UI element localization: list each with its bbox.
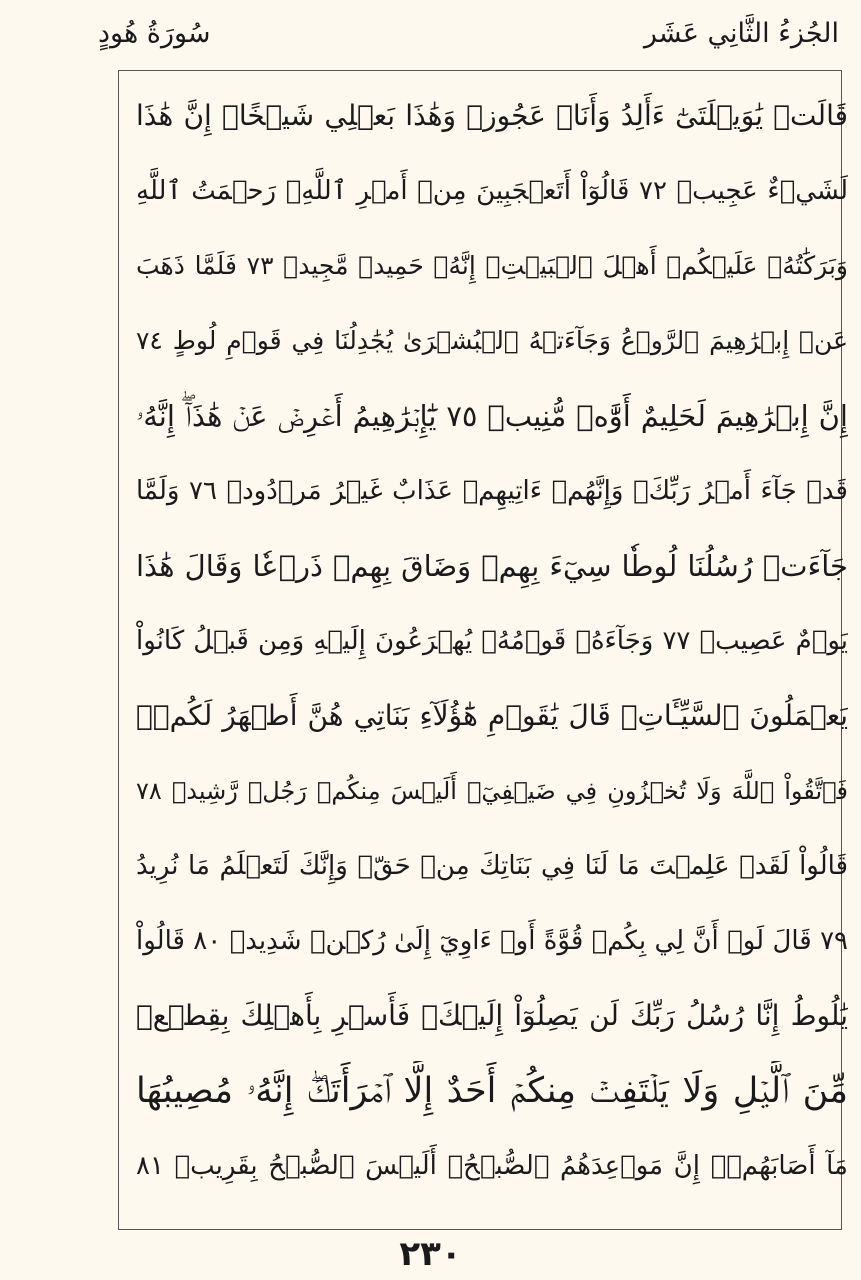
text-line: قَالُواْ لَقَدۡ عَلِمۡتَ مَا لَنَا فِي بَنَاتِكَ مِنۡ حَقّٖ وَإِنَّكَ لَتَعۡلَمُ مَا نُرِيدُ [136, 851, 848, 881]
text-line: يَوۡمٌ عَصِيبٞ ٧٧ وَجَآءَهُۥ قَوۡمُهُۥ يُهۡرَعُونَ إِلَيۡهِ وَمِن قَبۡلُ كَانُواْ [136, 626, 848, 656]
text-line: مِّنَ ٱلَّيۡلِ وَلَا يَلۡتَفِتۡ مِنكُمۡ أَحَدٌ إِلَّا ٱمۡرَأَتَكَۖ إِنَّهُۥ مُصِيبُهَا [136, 1071, 848, 1111]
text-line: جَآءَتۡ رُسُلُنَا لُوطٗا سِيٓءَ بِهِمۡ وَضَاقَ بِهِمۡ ذَرۡعٗا وَقَالَ هَٰذَا [136, 549, 848, 583]
text-line: إِنَّ إِبۡرَٰهِيمَ لَحَلِيمٌ أَوَّٰهٞ مُّنِيبٞ ٧٥ يَٰٓإِبۡرَٰهِيمُ أَعۡرِضۡ عَنۡ هَٰذَآۖ إِنَّهُۥ [136, 399, 848, 433]
page-number: ٢٣٠ [399, 1234, 462, 1274]
juz-title: الجُزءُ الثَّانِي عَشَر [643, 18, 839, 49]
verse-text-block [136, 86, 848, 1216]
text-line: مَآ أَصَابَهُمۡۚ إِنَّ مَوۡعِدَهُمُ ٱلصُّبۡحُۚ أَلَيۡسَ ٱلصُّبۡحُ بِقَرِيبٖ ٨١ [136, 1151, 848, 1181]
text-line: ٧٩ قَالَ لَوۡ أَنَّ لِي بِكُمۡ قُوَّةً أَوۡ ءَاوِيٓ إِلَىٰ رُكۡنٖ شَدِيدٖ ٨٠ قَالُواْ [136, 926, 848, 956]
page-header [0, 18, 861, 58]
text-line: يَعۡمَلُونَ ٱلسَّيِّـَٔاتِۚ قَالَ يَٰقَوۡمِ هَٰٓؤُلَآءِ بَنَاتِي هُنَّ أَطۡهَرُ لَكُمۡۖ [136, 699, 848, 732]
text-line: قَالَتۡ يَٰوَيۡلَتَىٰٓ ءَأَلِدُ وَأَنَا۠ عَجُوزٞ وَهَٰذَا بَعۡلِي شَيۡخًاۖ إِنَّ هَٰذَا [136, 99, 848, 132]
text-line: وَبَرَكَٰتُهُۥ عَلَيۡكُمۡ أَهۡلَ ٱلۡبَيۡتِۚ إِنَّهُۥ حَمِيدٞ مَّجِيدٞ ٧٣ فَلَمَّا ذَهَبَ [136, 251, 848, 280]
text-line: يَٰلُوطُ إِنَّا رُسُلُ رَبِّكَ لَن يَصِلُوٓاْ إِلَيۡكَۖ فَأَسۡرِ بِأَهۡلِكَ بِقِطۡعٖ [136, 999, 848, 1032]
surah-title: سُورَةُ هُودٍ [98, 18, 211, 49]
text-line: فَٱتَّقُواْ ٱللَّهَ وَلَا تُخۡزُونِ فِي ضَيۡفِيٓۖ أَلَيۡسَ مِنكُمۡ رَجُلٞ رَّشِيدٞ ٧٨ [136, 777, 848, 805]
text-line: قَدۡ جَآءَ أَمۡرُ رَبِّكَۖ وَإِنَّهُمۡ ءَاتِيهِمۡ عَذَابٌ غَيۡرُ مَرۡدُودٖ ٧٦ وَلَمَّا [136, 476, 848, 506]
text-line: عَنۡ إِبۡرَٰهِيمَ ٱلرَّوۡعُ وَجَآءَتۡهُ ٱلۡبُشۡرَىٰ يُجَٰدِلُنَا فِي قَوۡمِ لُوطٍ ٧٤ [136, 326, 848, 355]
text-line: لَشَيۡءٌ عَجِيبٞ ٧٢ قَالُوٓاْ أَتَعۡجَبِينَ مِنۡ أَمۡرِ ٱللَّهِۖ رَحۡمَتُ ٱللَّهِ [136, 176, 848, 206]
